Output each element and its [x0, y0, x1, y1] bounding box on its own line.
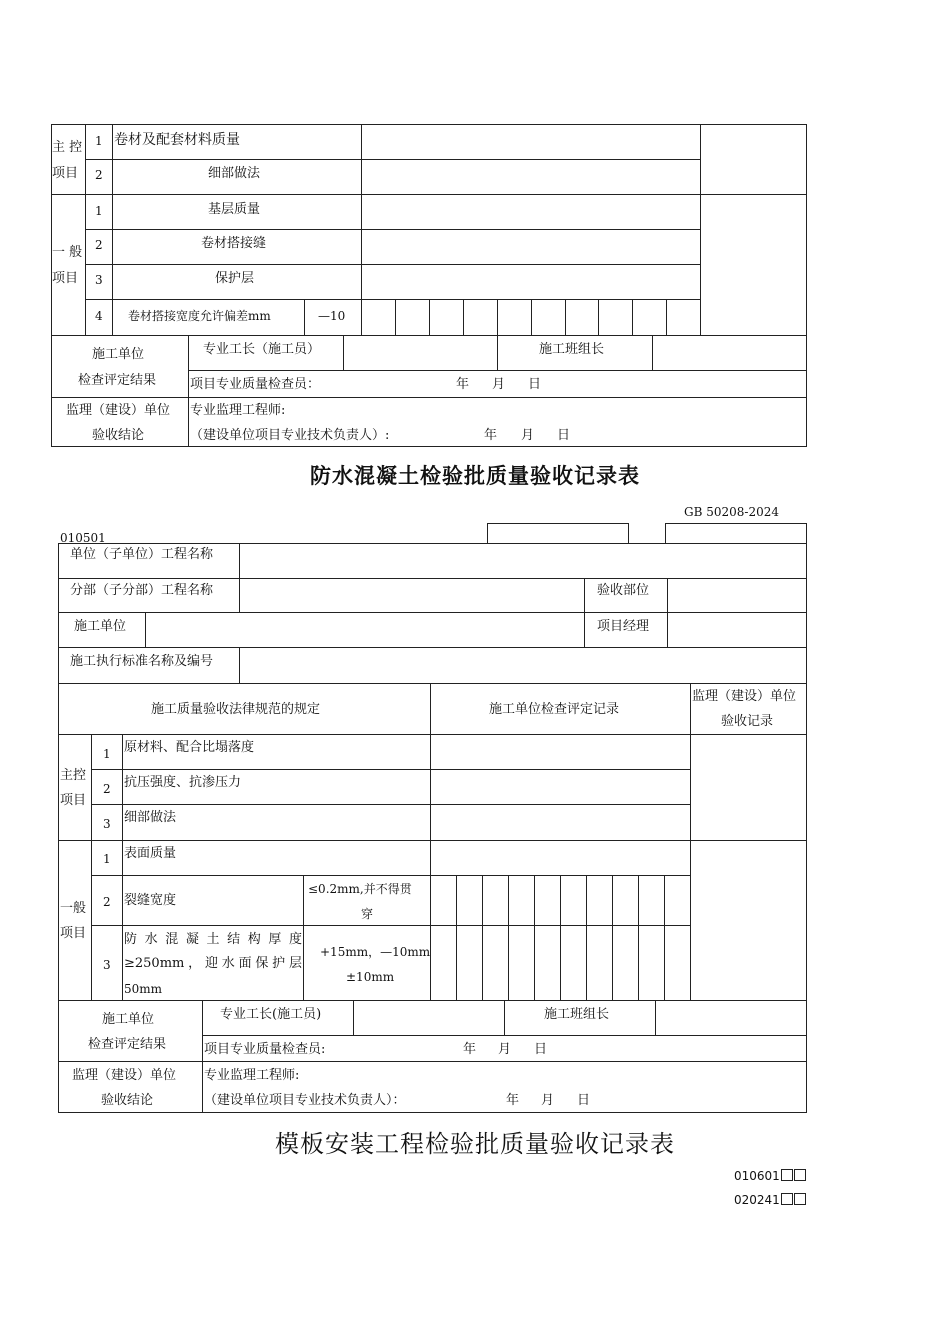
- row-number: 2: [95, 168, 103, 182]
- main-control-label-2: 项目: [60, 793, 87, 808]
- standard-name-label: 施工执行标准名称及编号: [70, 654, 214, 669]
- supervisor-label: 专业监理工程师:: [190, 403, 286, 418]
- general-label: 一 般: [52, 245, 83, 260]
- construction-unit-label: 施工单位: [74, 619, 127, 634]
- row-item: 原材料、配合比塌落度: [124, 740, 255, 755]
- supervision-unit-label: 监理（建设）单位: [72, 1068, 177, 1083]
- form-code: 010501: [60, 531, 106, 542]
- supervision-unit-label: 监理（建设）单位: [66, 403, 171, 418]
- date-month: 月: [521, 428, 535, 443]
- team-leader-label: 施工班组长: [544, 1007, 610, 1022]
- row-item: 细部做法: [124, 810, 177, 825]
- acceptance-conclusion-label: 验收结论: [101, 1093, 154, 1108]
- form-code-2: 020241: [734, 1193, 780, 1207]
- row-item-line-1: 防水混凝土结构厚度: [124, 932, 302, 947]
- date-day: 日: [528, 377, 542, 392]
- foreman-label: 专业工长（施工员）: [203, 342, 321, 357]
- inspection-result-label: 检查评定结果: [88, 1037, 167, 1052]
- row-item: 卷材搭接缝: [201, 236, 267, 251]
- row-item: 卷材搭接宽度允许偏差mm: [128, 309, 271, 323]
- row-item: 卷材及配套材料质量: [114, 132, 240, 148]
- standard-code: GB 50208-2024: [684, 505, 779, 519]
- project-name-label: 单位（子单位）工程名称: [70, 547, 214, 562]
- date-year: 年: [463, 1042, 477, 1057]
- section-title-2: 模板安装工程检验批质量验收记录表: [275, 1130, 675, 1158]
- row-item: 抗压强度、抗渗压力: [124, 775, 242, 790]
- thickness-tolerance: +15mm，—10mm: [320, 945, 431, 959]
- general-label-2: 项目: [60, 926, 87, 941]
- general-label: 一般: [60, 901, 87, 916]
- date-month: 月: [498, 1042, 512, 1057]
- row-item: 裂缝宽度: [124, 893, 177, 908]
- checkbox-icon: [794, 1193, 806, 1205]
- main-control-label-2: 项目: [52, 166, 79, 181]
- general-label-2: 项目: [52, 271, 79, 286]
- checkbox-icon: [781, 1193, 793, 1205]
- date-month: 月: [541, 1093, 555, 1108]
- row-item: 细部做法: [208, 166, 261, 181]
- owner-tech-label: （建设单位项目专业技术负责人）：: [204, 1093, 406, 1108]
- row-item: 表面质量: [124, 846, 177, 861]
- column-header-check: 施工单位检查评定记录: [489, 702, 620, 717]
- form-code-1: 010601: [734, 1169, 780, 1183]
- crack-width-spec: ≤0.2mm,并不得贯: [308, 882, 412, 896]
- row-number: 3: [103, 817, 111, 831]
- inspection-result-label: 检查评定结果: [78, 373, 157, 388]
- date-day: 日: [557, 428, 571, 443]
- date-year: 年: [506, 1093, 520, 1108]
- cover-tolerance: ±10mm: [346, 970, 395, 984]
- sub-project-label: 分部（子分部）工程名称: [70, 583, 214, 598]
- row-number: 3: [103, 958, 111, 972]
- row-number: 2: [103, 895, 111, 909]
- column-header-supervision-2: 验收记录: [721, 714, 774, 729]
- main-control-label: 主控: [60, 768, 87, 783]
- date-day: 日: [577, 1093, 591, 1108]
- column-header-spec: 施工质量验收法律规范的规定: [151, 702, 321, 717]
- row-item: 基层质量: [208, 202, 261, 217]
- row-item-line-2: ≥250mm，迎水面保护层: [124, 956, 302, 971]
- quality-inspector-label: 项目专业质量检查员:: [204, 1042, 326, 1057]
- construction-unit-label: 施工单位: [102, 1012, 155, 1027]
- row-number: 1: [103, 852, 111, 866]
- crack-width-spec-2: 穿: [361, 907, 374, 921]
- row-number: 1: [95, 134, 103, 148]
- row-number: 3: [95, 273, 103, 287]
- row-number: 1: [103, 747, 111, 761]
- team-leader-label: 施工班组长: [539, 342, 605, 357]
- column-header-supervision: 监理（建设）单位: [692, 689, 797, 704]
- row-number: 2: [95, 238, 103, 252]
- main-control-label: 主 控: [52, 140, 83, 155]
- section-title: 防水混凝土检验批质量验收记录表: [310, 464, 640, 488]
- owner-tech-label: （建设单位项目专业技术负责人）:: [190, 428, 390, 443]
- form-code-line-2: [734, 1193, 806, 1207]
- row-number: 1: [95, 204, 103, 218]
- foreman-label: 专业工长(施工员): [220, 1007, 322, 1022]
- allowed-deviation: —10: [318, 309, 346, 323]
- date-day: 日: [534, 1042, 548, 1057]
- row-item: 保护层: [215, 271, 255, 286]
- acceptance-part-label: 验收部位: [597, 583, 650, 598]
- row-number: 2: [103, 782, 111, 796]
- supervisor-label: 专业监理工程师:: [204, 1068, 300, 1083]
- project-manager-label: 项目经理: [597, 619, 650, 634]
- date-year: 年: [456, 377, 470, 392]
- date-year: 年: [484, 428, 498, 443]
- acceptance-conclusion-label: 验收结论: [92, 428, 145, 443]
- date-month: 月: [492, 377, 506, 392]
- checkbox-icon: [794, 1169, 806, 1181]
- quality-inspector-label: 项目专业质量检查员：: [190, 377, 321, 392]
- row-number: 4: [95, 309, 103, 323]
- construction-unit-label: 施工单位: [92, 347, 145, 362]
- form-code-line-1: [734, 1169, 806, 1183]
- row-item-line-3: 50mm: [124, 982, 163, 996]
- checkbox-icon: [781, 1169, 793, 1181]
